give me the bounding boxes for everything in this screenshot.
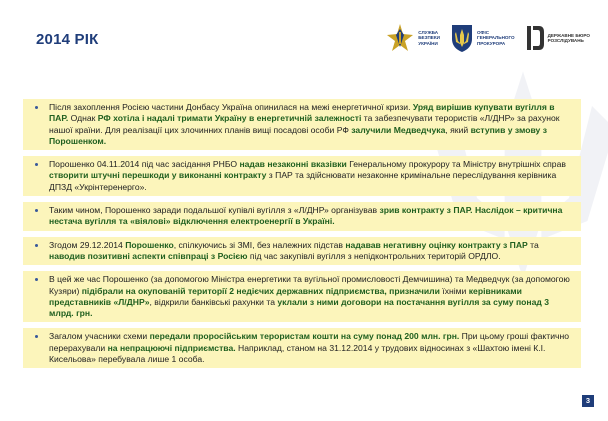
highlighted-text: керівниками представників «Л/ДНР» xyxy=(49,285,522,307)
plain-text: Загалом учасники схеми xyxy=(49,331,150,342)
plain-text: Генеральному прокурору та Міністру внутрішніх справ xyxy=(346,159,566,170)
bullet-icon xyxy=(35,106,38,109)
block-text xyxy=(49,331,573,365)
highlighted-text: наводив позитивні аспекти співпраці з Росією xyxy=(49,250,248,261)
text-block xyxy=(23,328,581,368)
highlighted-text: вступив у змову з Порошенком. xyxy=(49,124,547,146)
plain-text: Наприклад, станом на 31.12.2014 у трудових відносинах з «Шахтою імені К.І. Кисельова» перебувала лише 1 особа. xyxy=(49,342,546,365)
plain-text: та xyxy=(527,239,539,250)
highlighted-text: залучили Медведчука xyxy=(351,124,446,135)
header-logos xyxy=(375,20,590,56)
block-text xyxy=(49,102,573,147)
plain-text: Таким чином, Порошенко заради подальшої купівлі вугілля з «Л/ДНР» організував xyxy=(49,205,380,216)
plain-text: В цей же час Порошенко (за допомогою Міністра енергетики та вугільної промисловості Демчишина) та Медведчук (за допомогою Кузяри) xyxy=(49,274,570,296)
page-number: 3 xyxy=(582,395,594,407)
text-block xyxy=(23,156,581,196)
plain-text: , який xyxy=(445,124,471,135)
highlighted-text: уклали з ними договори на постачання вугілля за суму понад 3 млрд. грн. xyxy=(49,296,549,319)
ogp-logo xyxy=(450,23,515,53)
bullet-icon xyxy=(35,335,38,338)
block-text xyxy=(49,274,573,319)
plain-text: Згодом 29.12.2014 xyxy=(49,239,126,250)
highlighted-text: надав незаконні вказівки xyxy=(239,159,347,170)
page-title: 2014 РІК xyxy=(36,31,99,48)
dbr-logo xyxy=(525,24,590,52)
highlighted-text: РФ хотіла і надалі тримати Україну в енергетичній залежності xyxy=(97,113,362,124)
plain-text: з ПАР та здійснювати незаконне кримінальне переслідування керівника ДПЗД «Укрінтеренерго». xyxy=(49,170,557,192)
plain-text: , відкрили банківські рахунки та xyxy=(149,296,278,307)
plain-text: Після захоплення Росією частини Донбасу Україна опинилася на межі енергетичної кризи. xyxy=(49,102,413,112)
text-block xyxy=(23,237,581,266)
plain-text: Однак xyxy=(68,113,98,124)
plain-text: Порошенко 04.11.2014 під час засідання РНБО xyxy=(49,159,240,170)
highlighted-text: на непрацюючі підприємства. xyxy=(107,342,236,353)
sbu-logo-text: СЛУЖБА БЕЗПЕКИ УКРАЇНИ xyxy=(418,29,440,46)
highlighted-text: зрив контракту з ПАР. Наслідок – критична нестача вугілля та «віялові» відключення електроенергії в Україні. xyxy=(49,205,563,227)
block-text xyxy=(49,205,573,228)
bullet-icon xyxy=(35,209,38,212)
plain-text: та забезпечувати терористів «Л/ДНР» за рахунок нашої країни. Для реалізації цих злочинних планів вищі посадові особи РФ xyxy=(49,113,560,135)
highlighted-text: підібрали на окупованій території 2 недієчих державних підприємства, призначили xyxy=(81,285,440,296)
dbr-logo-text: ДЕРЖАВНЕ БЮРО РОЗСЛІДУВАНЬ xyxy=(547,32,590,43)
highlighted-text: надавав негативну оцінку контракту з ПАР xyxy=(345,239,528,250)
highlighted-text: Порошенко xyxy=(125,239,174,250)
highlighted-text: Уряд вирішив купувати вугілля в ПАР. xyxy=(49,102,555,124)
bullet-icon xyxy=(35,244,38,247)
plain-text: під час закупівлі вугілля з непідконтрольних територій ОРДЛО. xyxy=(247,250,501,261)
content-blocks xyxy=(23,99,581,374)
ogp-logo-text: ОФІС ГЕНЕРАЛЬНОГО ПРОКУРОРА xyxy=(476,29,515,46)
text-block xyxy=(23,271,581,322)
highlighted-text: передали проросійським терористам кошти на суму понад 200 млн. грн. xyxy=(149,331,460,342)
bullet-icon xyxy=(35,163,38,166)
block-text xyxy=(49,159,573,193)
prosecutor-shield-icon xyxy=(450,23,474,53)
sbu-logo xyxy=(385,23,440,53)
plain-text: їхніми xyxy=(439,285,469,296)
text-block xyxy=(23,202,581,231)
dbr-emblem-icon xyxy=(525,24,545,52)
text-block xyxy=(23,99,581,150)
highlighted-text: створити штучні перешкоди у виконанні контракту xyxy=(49,170,267,181)
plain-text: , спілкуючись зі ЗМІ, без належних підстав xyxy=(173,239,346,250)
bullet-icon xyxy=(35,278,38,281)
plain-text: При цьому гроші фактично перерахували xyxy=(49,331,570,353)
block-text xyxy=(49,240,573,263)
sbu-emblem-icon xyxy=(385,23,415,53)
